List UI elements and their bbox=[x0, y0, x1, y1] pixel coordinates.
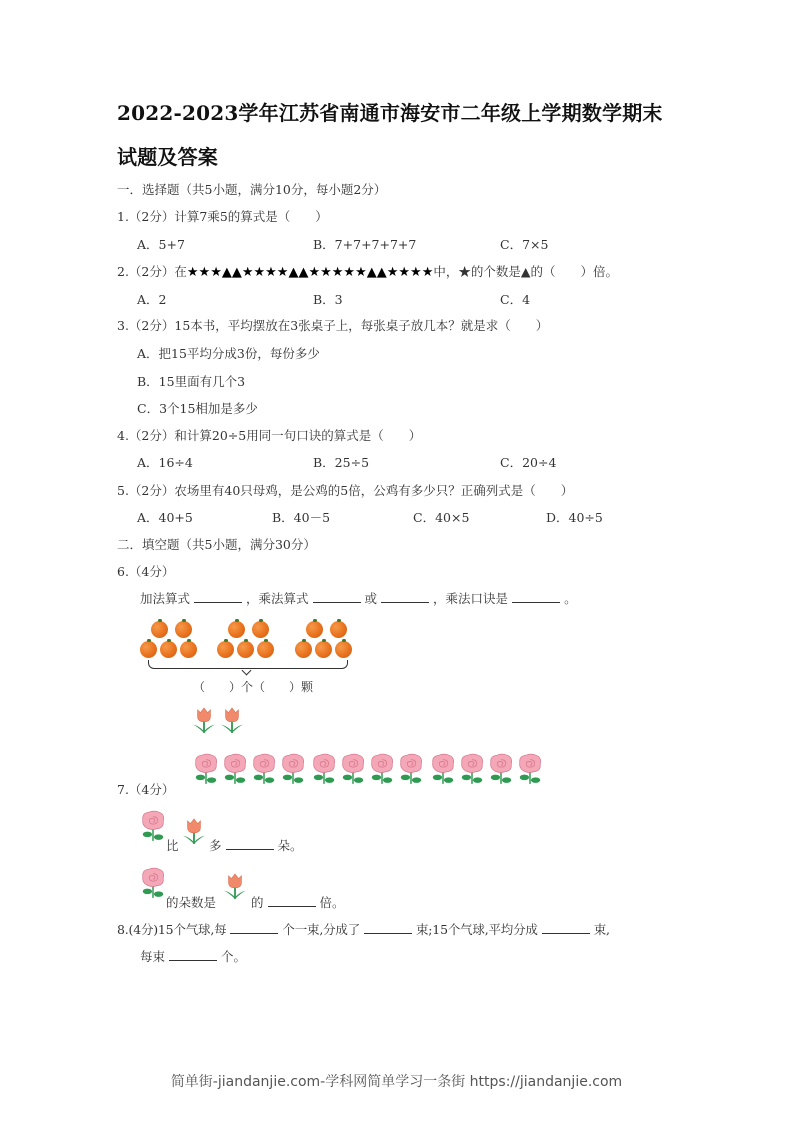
orange-icon bbox=[217, 641, 234, 658]
q8-line2 bbox=[140, 947, 246, 965]
q2-option-c: C．4 bbox=[500, 292, 531, 307]
q2-stem bbox=[117, 262, 618, 280]
q7-label: 7.（4分） bbox=[117, 782, 175, 797]
rose-icon bbox=[398, 751, 424, 787]
q1-option-a: A．5+7 bbox=[137, 237, 185, 252]
orange-icon bbox=[175, 621, 192, 638]
q6-part: 或 bbox=[364, 591, 378, 606]
q1-option-b: B．7+7+7+7+7 bbox=[313, 237, 417, 252]
q4-stem: 4.（2分）和计算20÷5用同一句口诀的算式是（ ） bbox=[117, 428, 422, 443]
q6-blank-multiplication-1[interactable] bbox=[313, 590, 361, 603]
q6-blank-multiplication-2[interactable] bbox=[381, 590, 429, 603]
q2-stem-prefix: 2.（2分）在 bbox=[117, 264, 187, 279]
q7-blank-difference[interactable] bbox=[226, 837, 274, 850]
q7-line1 bbox=[209, 836, 303, 854]
rose-icon bbox=[488, 751, 514, 787]
orange-icon bbox=[252, 621, 269, 638]
rose-icon bbox=[517, 751, 543, 787]
q7-text-times-unit: 倍。 bbox=[319, 895, 345, 910]
q8-line1 bbox=[117, 920, 610, 938]
q7-line2 bbox=[251, 893, 345, 911]
q8-part: 8.(4分)15个气球,每 bbox=[117, 922, 227, 937]
q8-part: 个。 bbox=[221, 949, 247, 964]
tulip-icon bbox=[182, 816, 206, 846]
document-title-line2: 试题及答案 bbox=[117, 145, 218, 169]
q5-stem: 5.（2分）农场里有40只母鸡，是公鸡的5倍，公鸡有多少只？正确列式是（ ） bbox=[117, 483, 574, 498]
orange-icon bbox=[140, 641, 157, 658]
orange-icon bbox=[330, 621, 347, 638]
q6-caption: （ ）个（ ）颗 bbox=[193, 680, 314, 694]
tulip-icon bbox=[223, 871, 247, 901]
rose-icon bbox=[140, 808, 166, 844]
q3-option-b: B．15里面有几个3 bbox=[137, 374, 246, 389]
rose-icon bbox=[193, 751, 219, 787]
q3-option-c: C．3个15相加是多少 bbox=[137, 401, 258, 416]
q6-part: 加法算式 bbox=[140, 591, 191, 606]
rose-icon bbox=[140, 865, 166, 901]
q8-part: 束;15个气球,平均分成 bbox=[416, 922, 538, 937]
q6-text bbox=[140, 589, 577, 607]
rose-icon bbox=[340, 751, 366, 787]
q6-part: ，乘法口诀是 bbox=[433, 591, 509, 606]
orange-icon bbox=[335, 641, 352, 658]
q8-part: 束, bbox=[593, 922, 610, 937]
q5-option-a: A．40+5 bbox=[137, 510, 193, 525]
orange-icon bbox=[237, 641, 254, 658]
q6-part: ，乘法算式 bbox=[246, 591, 309, 606]
q2-stem-suffix: 中，★的个数是▲的（ ）倍。 bbox=[433, 264, 618, 279]
q2-option-b: B．3 bbox=[313, 292, 343, 307]
section1-heading: 一．选择题（共5小题，满分10分，每小题2分） bbox=[117, 182, 387, 197]
q4-option-a: A．16÷4 bbox=[137, 455, 193, 470]
orange-icon bbox=[295, 641, 312, 658]
q8-part: 个一束,分成了 bbox=[282, 922, 360, 937]
q6-blank-addition[interactable] bbox=[194, 590, 242, 603]
q1-option-c: C．7×5 bbox=[500, 237, 549, 252]
q8-part: 每束 bbox=[140, 949, 166, 964]
q7-text-bi: 比 bbox=[166, 838, 179, 853]
orange-icon bbox=[180, 641, 197, 658]
q5-option-b: B．40－5 bbox=[272, 510, 331, 525]
q7-blank-times[interactable] bbox=[268, 894, 316, 907]
q3-stem: 3.（2分）15本书，平均摆放在3张桌子上，每张桌子放几本？就是求（ ） bbox=[117, 318, 549, 333]
q6-label: 6.（4分） bbox=[117, 564, 175, 579]
q7-text-duo-unit: 朵。 bbox=[277, 838, 303, 853]
orange-icon bbox=[151, 621, 168, 638]
q8-blank-equal-bunches[interactable] bbox=[542, 921, 590, 934]
q7-text-duo: 多 bbox=[209, 838, 222, 853]
document-title-line1: 2022-2023学年江苏省南通市海安市二年级上学期数学期末 bbox=[117, 101, 663, 125]
rose-icon bbox=[430, 751, 456, 787]
q7-text-de: 的 bbox=[251, 895, 264, 910]
rose-icon bbox=[311, 751, 337, 787]
q8-blank-each-bunch[interactable] bbox=[169, 948, 217, 961]
rose-icon bbox=[222, 751, 248, 787]
q4-option-b: B．25÷5 bbox=[313, 455, 370, 470]
tulip-icon bbox=[192, 705, 216, 735]
q2-shape-sequence: ★★★▲▲★★★★▲▲★★★★★▲▲★★★★ bbox=[186, 265, 434, 280]
q4-option-c: C．20÷4 bbox=[500, 455, 557, 470]
q1-stem: 1.（2分）计算7乘5的算式是（ ） bbox=[117, 209, 328, 224]
footer-watermark: 简单街-jiandanjie.com-学科网简单学习一条街 https://jiandanjie.com bbox=[170, 1074, 623, 1090]
rose-icon bbox=[280, 751, 306, 787]
orange-icon bbox=[228, 621, 245, 638]
q5-option-d: D．40÷5 bbox=[546, 510, 603, 525]
q5-option-c: C．40×5 bbox=[413, 510, 470, 525]
orange-icon bbox=[306, 621, 323, 638]
q8-blank-bunches[interactable] bbox=[364, 921, 412, 934]
orange-icon bbox=[315, 641, 332, 658]
rose-icon bbox=[369, 751, 395, 787]
orange-icon bbox=[160, 641, 177, 658]
q6-part: 。 bbox=[564, 591, 577, 606]
tulip-icon bbox=[220, 705, 244, 735]
section2-heading: 二．填空题（共5小题，满分30分） bbox=[117, 537, 316, 552]
q3-option-a: A．把15平均分成3份，每份多少 bbox=[137, 346, 320, 361]
rose-icon bbox=[251, 751, 277, 787]
q8-blank-per-bunch[interactable] bbox=[230, 921, 278, 934]
orange-icon bbox=[257, 641, 274, 658]
q6-blank-rhyme[interactable] bbox=[512, 590, 560, 603]
q2-option-a: A．2 bbox=[137, 292, 167, 307]
q7-text-count: 的朵数是 bbox=[166, 895, 217, 910]
rose-icon bbox=[459, 751, 485, 787]
